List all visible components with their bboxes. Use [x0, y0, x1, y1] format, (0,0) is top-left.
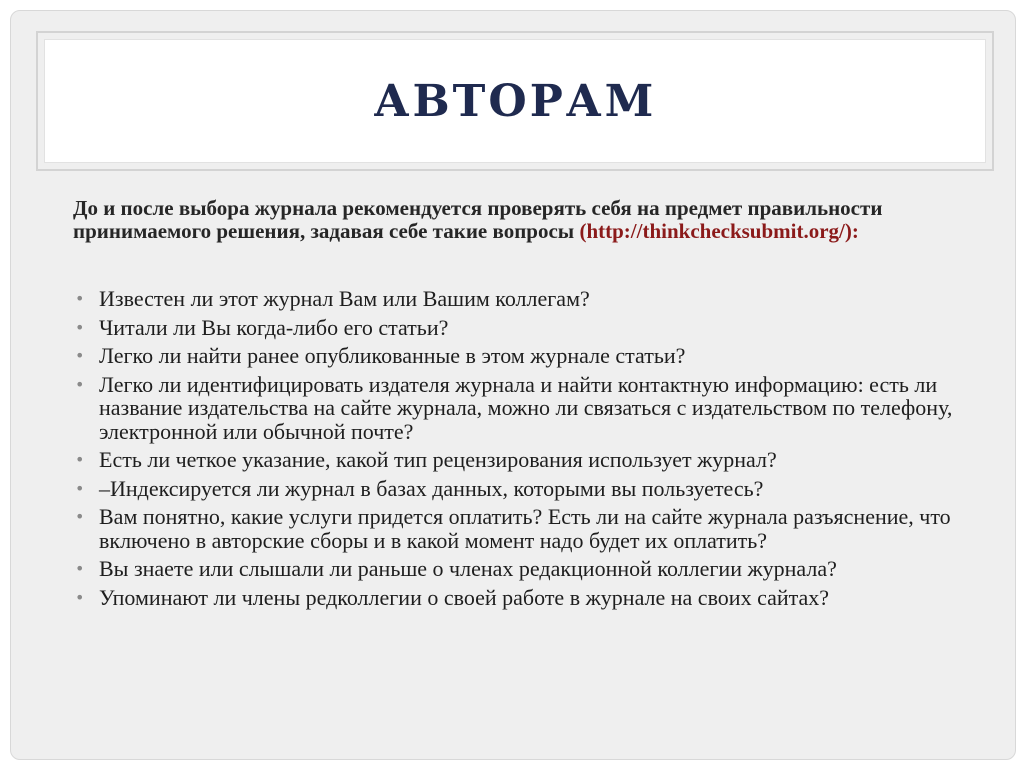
list-item [73, 287, 973, 311]
bullet-icon: • [75, 507, 85, 526]
bullet-icon: • [75, 559, 85, 578]
list-item-text: Легко ли идентифицировать издателя журнала и найти контактную информацию: есть ли название издательства на сайте журнала, можно ли связаться с издательством по телефону, электронной или обычной почте? [99, 371, 953, 444]
list-item-text: Упоминают ли члены редколлегии о своей работе в журнале на своих сайтах? [99, 584, 830, 610]
list-item [73, 344, 973, 368]
bullet-icon: • [75, 450, 85, 469]
question-list [73, 287, 973, 609]
list-item [73, 477, 973, 501]
list-item-text: Читали ли Вы когда-либо его статьи? [99, 314, 449, 340]
list-item-text: Есть ли четкое указание, какой тип рецензирования использует журнал? [99, 447, 777, 472]
list-item-text: Известен ли этот журнал Вам или Вашим коллегам? [99, 286, 590, 311]
list-item-text: Вам понятно, какие услуги придется оплатить? Есть ли на сайте журнала разъяснение, что включено в авторские сборы и в какой момент надо будет их оплатить? [99, 504, 951, 553]
list-item [73, 505, 973, 552]
intro-text: До и после выбора журнала рекомендуется проверять себя на предмет правильности принимаемого решения, задавая себе такие вопросы [73, 196, 883, 243]
title-frame [36, 31, 994, 171]
title-box [44, 39, 986, 163]
list-item [73, 373, 973, 444]
list-item-text: –Индексируется ли журнал в базах данных, которыми вы пользуетесь? [99, 475, 764, 501]
list-item [73, 316, 973, 340]
list-item-text: Легко ли найти ранее опубликованные в этом журнале статьи? [99, 343, 686, 368]
bullet-icon: • [75, 587, 85, 607]
slide-content [73, 197, 973, 614]
list-item [73, 586, 973, 610]
list-item [73, 557, 973, 581]
intro-paragraph [73, 197, 973, 243]
bullet-icon: • [75, 289, 85, 308]
slide [10, 10, 1016, 760]
list-item-text: Вы знаете или слышали ли раньше о членах редакционной коллегии журнала? [99, 556, 837, 581]
bullet-icon: • [75, 317, 85, 337]
list-item [73, 448, 973, 472]
slide-title: АВТОРАМ [373, 75, 657, 127]
bullet-icon: • [75, 346, 85, 365]
intro-link[interactable]: (http://thinkchecksubmit.org/): [579, 219, 859, 243]
bullet-icon: • [75, 374, 85, 394]
bullet-icon: • [75, 478, 85, 498]
